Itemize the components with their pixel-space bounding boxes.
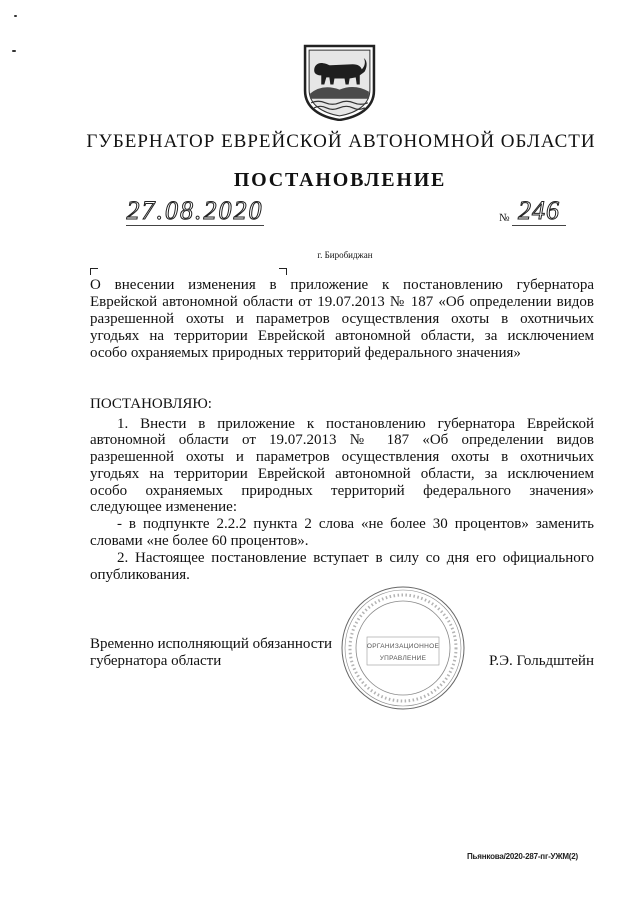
body-line: разрешенной охоты и параметров осуществления охоты в охотничьих <box>90 449 594 466</box>
body-line: особо охраняемых природных территорий федерального значения» <box>90 482 594 499</box>
body-line: угодьях на территории Еврейской автономной области, за исключением <box>90 465 594 482</box>
subject-line: особо охраняемых природных территорий федерального значения» <box>90 345 521 361</box>
body-line: словами «не более 60 процентов». <box>90 533 309 550</box>
signatory-name: Р.Э. Гольдштейн <box>488 652 594 669</box>
document-subject <box>90 277 594 362</box>
coat-of-arms-icon <box>302 44 377 121</box>
stamp-text-line: УПРАВЛЕНИЕ <box>379 655 427 662</box>
stamp-text-line: ОРГАНИЗАЦИОННОЕ <box>366 643 440 650</box>
subject-line: Еврейской автономной области от 19.07.2013 № 187 «Об определении видов <box>90 294 594 310</box>
number-sign: № <box>499 212 510 224</box>
subject-line: разрешенной охоты и параметров осуществления охоты в охотничьих <box>90 311 594 327</box>
official-seal-stamp <box>340 585 466 711</box>
body-line: следующее изменение: <box>90 499 238 516</box>
signatory-position-line: Временно исполняющий обязанности <box>90 635 333 652</box>
body-line: автономной области от 19.07.2013 № 187 «Об определении видов <box>90 432 594 449</box>
body-line: 2. Настоящее постановление вступает в силу со дня его официального <box>117 549 594 566</box>
subject-line: О внесении изменения в приложение к постановлению губернатора <box>90 277 594 293</box>
document-date: 27.08.2020 <box>126 196 264 225</box>
corner-bracket-right <box>279 268 287 275</box>
scan-speck <box>12 50 16 52</box>
body-line: 1. Внести в приложение к постановлению губернатора Еврейской <box>117 415 594 432</box>
body-line: опубликования. <box>90 566 190 583</box>
signatory-position-line: губернатора области <box>90 652 222 669</box>
subject-line: угодьях на территории Еврейской автономной области, за исключением <box>90 328 594 344</box>
decree-word: ПОСТАНОВЛЯЮ: <box>90 396 212 412</box>
body-line: - в подпункте 2.2.2 пункта 2 слова «не более 30 процентов» заменить <box>117 516 594 533</box>
executor-code: Пьянкова/2020-287-пг-УЖМ(2) <box>467 852 578 861</box>
document-body <box>90 416 594 584</box>
corner-bracket-left <box>90 268 98 275</box>
document-number: 246 <box>512 197 566 226</box>
document-type-heading: ПОСТАНОВЛЕНИЕ <box>233 169 447 191</box>
scan-speck <box>14 15 17 17</box>
authority-title: ГУБЕРНАТОР ЕВРЕЙСКОЙ АВТОНОМНОЙ ОБЛАСТИ <box>86 131 596 152</box>
signatory-position <box>90 636 332 670</box>
city-label: г. Биробиджан <box>317 250 373 260</box>
